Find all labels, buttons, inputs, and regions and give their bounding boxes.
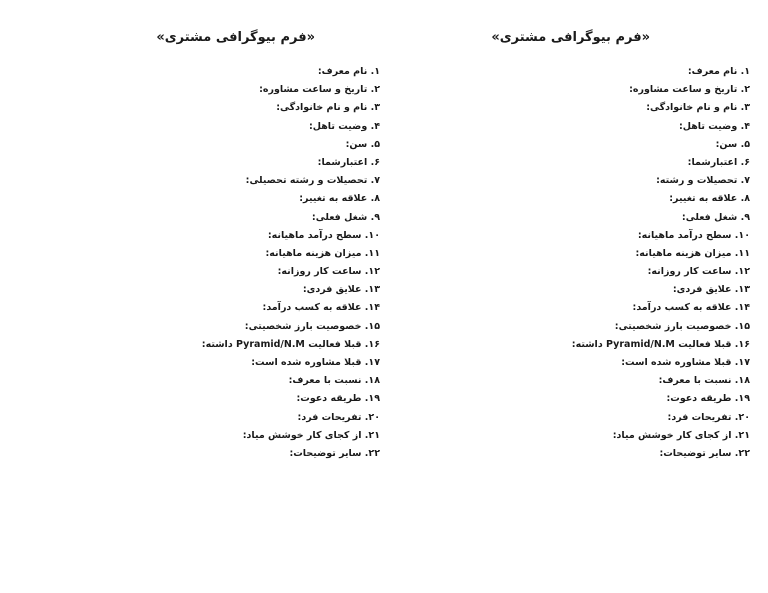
form-field-label: ۲. تاریخ و ساعت مشاوره: [629,84,750,96]
form-field-label: ۴. وضیت تاهل: [308,120,380,132]
form-field-label: ۱۹. طریقه دعوت: [296,393,380,405]
form-field-label: ۹. شغل فعلی: [311,211,380,223]
form-field-label: ۱. نام معرف: [317,66,380,77]
form-field-list [202,63,380,463]
form-field-label: ۶. اعتبارشما: [687,156,750,168]
form-field-label: ۱۲. ساعت کار روزانه: [647,266,750,278]
form-field-label: ۱۱. میزان هزینه ماهیانه: [635,247,750,259]
form-field-label: ۲۱. از کجای کار خوشش میاد: [612,429,750,441]
form-field-label: ۹. شغل فعلی: [681,211,750,223]
form-field-label: ۱۷. قبلا مشاوره شده است: [251,357,380,368]
form-field-label: ۸. علاقه به تغییر: [299,193,380,205]
form-field-label: ۱۷. قبلا مشاوره شده است: [621,357,750,368]
form-field-label: ۱۵. خصوصیت بارز شخصیتی: [614,320,750,332]
form-field-label: ۱۸. نسبت با معرف: [658,375,750,387]
form-field-label: ۲۱. از کجای کار خوشش میاد: [242,429,380,441]
form-field-label: ۶. اعتبارشما: [317,156,380,168]
form-field-label: ۱۸. نسبت با معرف: [288,375,380,387]
form-field-label: ۴. وضیت تاهل: [678,120,750,132]
form-field-label: ۸. علاقه به تغییر: [669,193,750,205]
form-field-label: ۵. سن: [345,138,380,150]
form-field-label: ۱۲. ساعت کار روزانه: [277,266,380,278]
form-field-label: ۳. نام و نام خانوادگی: [276,102,380,114]
form-field-label: ۱۶. قبلا فعالیت Pyramid/N.M داشته: [571,338,750,350]
form-field-label: ۷. تحصیلات و رشته: [656,175,750,187]
form-field-label: ۱۵. خصوصیت بارز شخصیتی: [244,320,380,332]
form-field-label: ۱. نام معرف: [687,66,750,77]
form-field-label: ۱۰. سطح درآمد ماهیانه: [267,229,380,241]
form-field-label: ۲۰. تفریحات فرد: [297,411,380,423]
form-field-label: ۲. تاریخ و ساعت مشاوره: [259,84,380,96]
form-field-label: ۲۰. تفریحات فرد: [667,411,750,423]
form-field-label: ۱۴. علاقه به کسب درآمد: [632,302,750,314]
form-field-label: ۱۳. علایق فردی: [672,284,750,296]
form-field-label: ۲۲. سایر توضیحات: [289,447,380,459]
form-field-label: ۱۴. علاقه به کسب درآمد: [262,302,380,314]
form-field-label: ۷. تحصیلات و رشته تحصیلی: [245,175,380,187]
form-field-label: ۱۹. طریقه دعوت: [666,393,750,405]
form-field-label: ۱۱. میزان هزینه ماهیانه: [265,247,380,259]
form-field-label: ۱۳. علایق فردی: [302,284,380,296]
form-field-label: ۵. سن: [715,138,750,150]
form-field-label: ۲۲. سایر توضیحات: [659,447,750,459]
form-field-label: ۱۶. قبلا فعالیت Pyramid/N.M داشته: [201,338,380,350]
form-field-label: ۳. نام و نام خانوادگی: [646,102,750,114]
form-title: «فرم بیوگرافی مشتری» [491,30,650,45]
form-field-list [572,63,750,463]
form-field-label: ۱۰. سطح درآمد ماهیانه: [637,229,750,241]
form-title: «فرم بیوگرافی مشتری» [156,30,315,45]
